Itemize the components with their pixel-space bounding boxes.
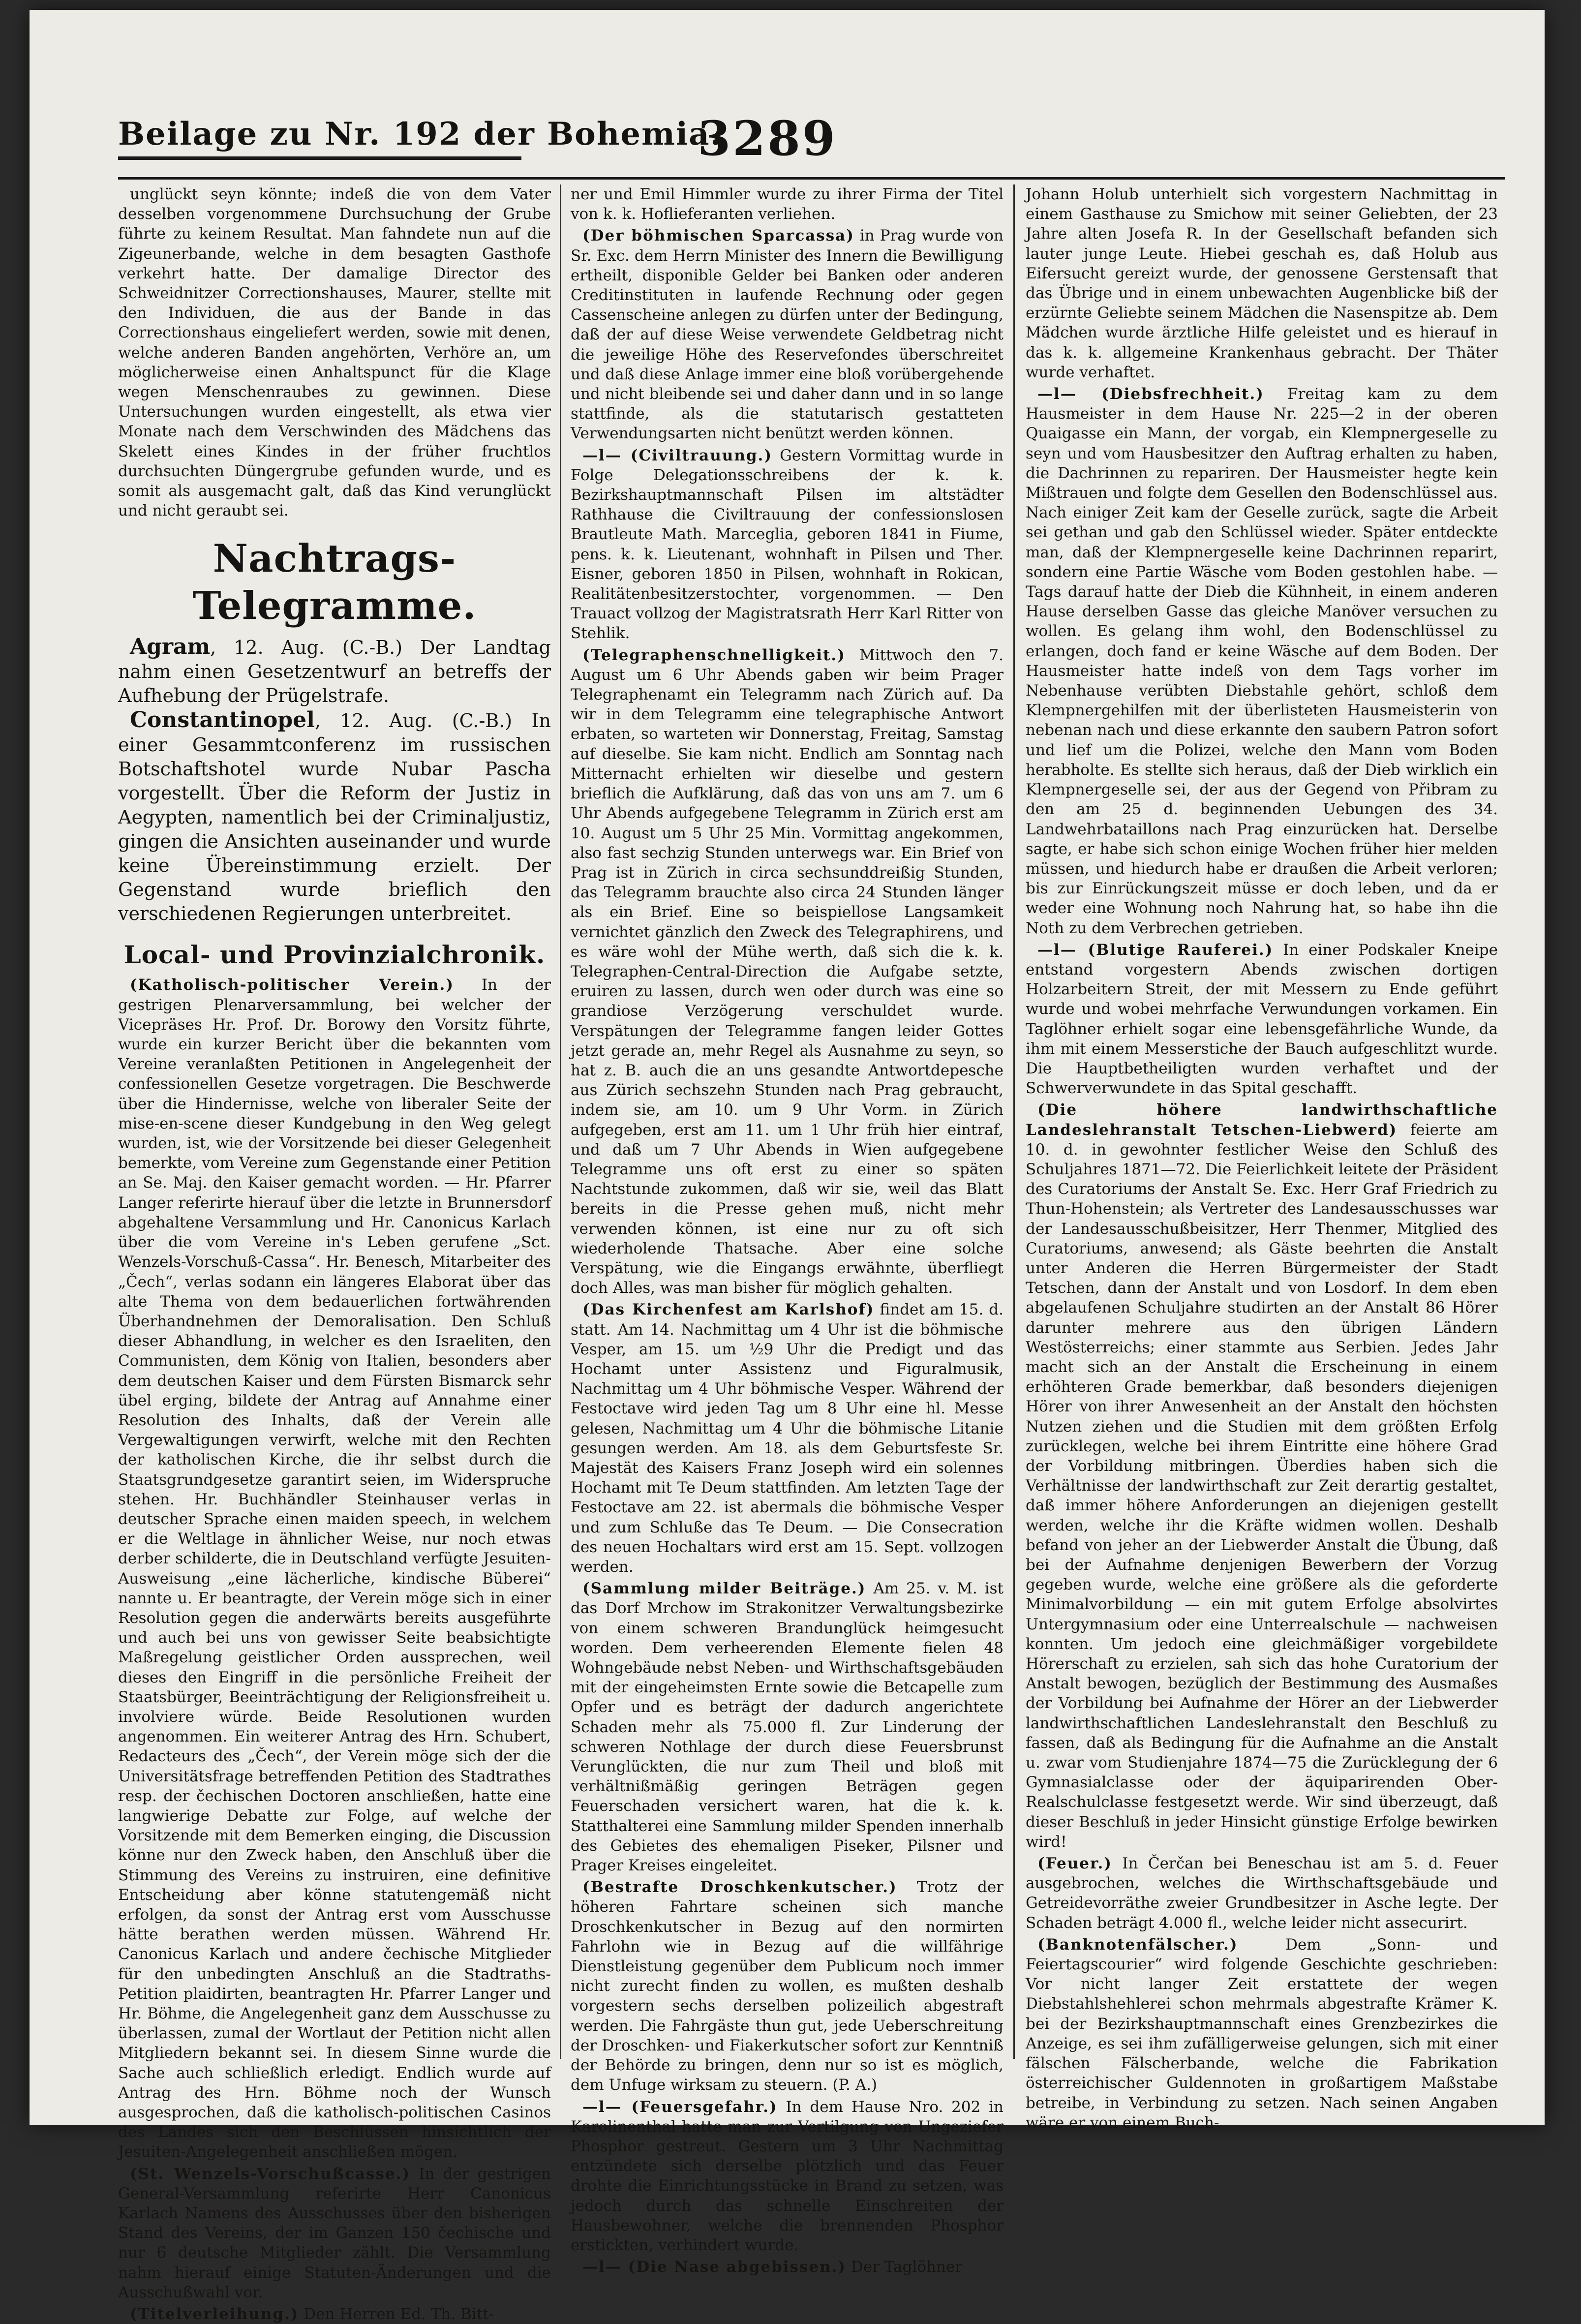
news-item-title: (Das Kirchenfest am Karlshof) <box>582 1301 875 1319</box>
section-heading-telegrams: Nachtrags-Telegramme. <box>192 536 477 629</box>
news-item-title: (Bestrafte Droschkenkutscher.) <box>582 1878 897 1896</box>
news-item <box>118 2164 551 2302</box>
article-text: ner und Emil Himmler wurde zu ihrer Firma der Titel von k. k. Hoflieferanten verliehen. <box>571 185 1003 223</box>
column-divider <box>1013 184 1015 2059</box>
news-item-text: Mittwoch den 7. August um 6 Uhr Abends gaben wir beim Prager Telegraphenamt ein Telegramm nach Zürich auf. Da wir in dem Telegramm eine telegraphische Antwort erbaten, so warteten wir Donnerstag, Freitag, Samstag auf dieselbe. Sie kam nicht. Endlich am Sonntag nach Mitternacht erhielten wir dieselbe und gestern brieflich die Aufklärung, daß das von uns am 7. um 6 Uhr Abends aufgegebene Telegramm in Zürich erst am 10. August um 5 Uhr 25 Min. Vormittag angekommen, also fast sechzig Stunden unterwegs war. Ein Brief von Prag ist in Zürich in circa sechsunddreißig Stunden, das Telegramm brauchte also circa 24 Stunden länger als ein Brief. Eine so beispiellose Langsamkeit vernichtet gänzlich den Zweck des Telegraphirens, und es wäre wohl der Mühe werth, daß sich die k. k. Telegraphen-Central-Direction die Aufgabe setzte, eruiren zu lassen, durch wen oder durch was eine so grandiose Verzögerung verschuldet wurde. Verspätungen der Telegramme fangen leider Gottes jetzt gerade an, mehr Regel als Ausnahme zu seyn, so hat z. B. auch die an uns gesandte Antwortdepesche aus Zürich sechszehn Stunden nach Prag gebraucht, indem sie, am 10. um 9 Uhr Vorm. in Zürich aufgegeben, erst am 11. um 1 Uhr früh hier eintraf, und daß um 7 Uhr Abends in Wien aufgegebene Telegramme uns oft erst zu einer so späten Nachtstunde zukommen, daß wir sie, weil das Blatt bereits in die Presse gehen muß, nicht mehr verwenden können, ist eine nur zu oft sich wiederholende Thatsache. Aber eine solche Verspätung, wie die Eingangs erwähnte, überfliegt doch Alles, was man bisher für möglich gehalten. <box>571 646 1003 1297</box>
news-item-text: In der gestrigen Plenarversammlung, bei welcher der Vicepräses Hr. Prof. Dr. Borowy den Vorsitz führte, wurde ein kurzer Bericht über die bekannten vom Vereine veranlaßten Petitionen in Angelegenheit der confessionellen Gesetze vorgetragen. Die Beschwerde über die Hindernisse, welche von liberaler Seite der mise-en-scene dieser Kundgebung in den Weg gelegt wurden, ist, wie der Vorsitzende bei dieser Gelegenheit bemerkte, vom Vereine zum Gegenstande einer Petition an Se. Maj. den Kaiser gemacht worden. — Hr. Pfarrer Langer referirte hierauf über die letzte in Brunnersdorf abgehaltene Versammlung und Hr. Canonicus Karlach über die vom Vereine in's Leben gerufene „Sct. Wenzels-Vorschuß-Cassa“. Hr. Benesch, Mitarbeiter des „Čech“, verlas sodann ein längeres Elaborat über das alte Thema von dem bedauerlichen fortwährenden Überhandnehmen der Demoralisation. Den Schluß dieser Abhandlung, in welcher es den Israeliten, den Communisten, dem König von Italien, besonders aber dem deutschen Kaiser und dem Fürsten Bismarck sehr übel erging, bildete der Antrag auf Annahme einer Resolution des Inhalts, daß der Verein alle Vergewaltigungen verwirft, welche mit den Rechten der katholischen Kirche, die ihr selbst durch die Staatsgrundgesetze garantirt seien, im Widerspruche stehen. Hr. Buchhändler Steinhauser verlas in deutscher Sprache einen maiden speech, in welchem er die Weltlage in ähnlicher Weise, nur noch etwas derber schilderte, die in Deutschland verfügte Jesuiten-Ausweisung „eine lächerliche, kindische Büberei“ nannte u. Er beantragte, der Verein möge sich in einer Resolution gegen die anderwärts bereits ausgeführte und auch bei uns von gewisser Seite beabsichtigte Maßregelung geistlicher Orden aussprechen, weil dieses den Eingriff in die persönliche Freiheit der Staatsbürger, Beeinträchtigung der Religionsfreiheit u. involviere würde. Beide Resolutionen wurden angenommen. Ein weiterer Antrag des Hrn. Schubert, Redacteurs des „Čech“, der Verein möge sich der die Universitätsfrage betreffenden Petition des Stadtrathes resp. der čechischen Doctoren anschließen, hatte eine langwierige Debatte zur Folge, auf welche der Vorsitzende mit dem Bemerken einging, die Discussion könne nur den Zweck haben, den Anschluß über die Stimmung des Vereins zu instruiren, eine definitive Entscheidung aber könne statutengemäß nicht erfolgen, da sonst der Antrag erst vom Ausschusse hätte berathen werden müssen. Während Hr. Canonicus Karlach und andere čechische Mitglieder für den unbedingten Anschluß an die Stadtraths-Petition plaidirten, beantragten Hr. Pfarrer Langer und Hr. Böhme, die Angelegenheit ganz dem Ausschusse zu überlassen, zumal der Wortlaut der Petition nicht allen Mitgliedern bekannt sei. In diesem Sinne wurde die Sache auch schließlich erledigt. Endlich wurde auf Antrag des Hrn. Böhme noch der Wunsch ausgesprochen, daß die katholisch-politischen Casinos des Landes sich den Beschlüssen hinsichtlich der Jesuiten-Angelegenheit anschließen mögen. <box>118 976 551 2161</box>
news-item-text: Der Taglöhner <box>846 2258 963 2276</box>
news-item-text: in Prag wurde von Sr. Exc. dem Herrn Minister des Innern die Bewilligung ertheilt, disponible Gelder bei Banken oder anderen Creditinstituten in laufende Rechnung oder gegen Cassenscheine anlegen zu dürfen unter der Bedingung, daß der auf diese Weise verwendete Geldbetrag nicht die jeweilige Höhe des Reservefondes überschreitet und daß diese Anlage immer eine bloß vorübergehende und nicht bleibende sei und daher dann und in so lange stattfinde, als die statutarisch gestatteten Verwendungsarten nicht benützt werden können. <box>571 227 1003 443</box>
news-item-title: (Feuer.) <box>1037 1855 1112 1873</box>
news-item <box>571 1300 1003 1577</box>
news-item-title: (Banknotenfälscher.) <box>1037 1935 1238 1954</box>
news-item <box>571 2097 1003 2256</box>
news-item-title: —l— (Blutige Rauferei.) <box>1037 941 1274 959</box>
newspaper-page <box>30 10 1545 2324</box>
news-item <box>118 2304 551 2324</box>
page-number: 3289 <box>698 111 837 166</box>
news-item <box>571 226 1003 443</box>
header-rule <box>118 177 1505 180</box>
news-item-text: Freitag kam zu dem Hausmeister in dem Hause Nr. 225—2 in der oberen Quaigasse ein Mann, der vorgab, ein Klempnergeselle zu seyn und vom Hausbesitzer den Auftrag erhalten zu haben, die Dachrinnen zu repariren. Der Hausmeister hegte kein Mißtrauen und folgte dem Gesellen den Bodenschlüssel aus. Nach einiger Zeit kam der Geselle zurück, sagte die Arbeit sei gethan und gab den Schlüssel wieder. Später entdeckte man, daß der Klempnergeselle keine Dachrinnen reparirt, sondern eine Partie Wäsche vom Boden gestohlen habe. — Tags darauf hatte der Dieb die Kühnheit, in einem anderen Hause derselben Gasse das gleiche Manöver versuchen zu wollen. Es gelang ihm wohl, den Bodenschlüssel zu erlangen, doch fand er keine Wäsche auf dem Boden. Der Hausmeister hatte indeß von dem Tags vorher im Nebenhause verübten Diebstahle gehört, schloß dem Klempnergehilfen mit der überlisteten Hausmeisterin von nebenan nach und diese erkannte den saubern Patron sofort und lief um die Polizei, welche den Mann vom Boden herabholte. Es stellte sich heraus, daß der Dieb wirklich ein Klempnergeselle sei, der aus der Gegend von Přibram zu den am 25 d. beginnenden Uebungen des 34. Landwehrbataillons nach Prag einzurücken hat. Derselbe sagte, er habe sich schon einige Wochen früher hier melden müssen, und hiedurch habe er draußen die Arbeit verloren; bis zur Einrückungszeit müsse er doch leben, und da er weder eine Wohnung noch Nahrung hat, so habe ihn die Noth zu dem Verbrechen getrieben. <box>1026 385 1498 937</box>
news-item-title: —l— (Diebsfrechheit.) <box>1037 385 1264 403</box>
news-item <box>1026 940 1498 1099</box>
news-item <box>1026 1935 1498 2133</box>
supplement-title: Beilage zu Nr. 192 der Bohemia. <box>118 116 521 160</box>
column-divider <box>560 184 561 2059</box>
news-item-text: Dem „Sonn- und Feiertagscourier“ wird folgende Geschichte geschrieben: Vor nicht langer Zeit erstattete der wegen Diebstahlshehlerei schon mehrmals abgestrafte Krämer K. bei der Bezirkshauptmannschaft eines Grenzbezirkes die Anzeige, es sei ihm zufälligerweise gelungen, sich mit einer fälschen Fälscherbande, welche die Fabrikation österreichischer Guldennoten in großartigem Maßstabe betreibe, in Verbindung zu setzen. Nach seinen Angaben wäre er von einem Buch- <box>1026 1935 1498 2132</box>
news-item-text: In einer Podskaler Kneipe entstand vorgestern Abends zwischen dortigen Holzarbeitern Streit, der mit Messern zu Ende geführt wurde und wobei mehrfache Verwundungen vorkamen. Ein Taglöhner erhielt sogar eine lebensgefährliche Wunde, da ihm mit einem Messerstiche der Bauch aufgeschlitzt wurde. Die Hauptbetheiligten wurden verhaftet und der Schwerverwundete in das Spital geschafft. <box>1026 941 1498 1098</box>
section-heading-local: Local- und Provinzialchronik. <box>123 940 546 970</box>
article-text: unglückt seyn könnte; indeß die von dem Vater desselben vorgenommene Durchsuchung der Grube führte zu keinem Resultat. Man fahndete nun auf die Zigeunerbande, welche in dem besagten Gasthofe verkehrt hatte. Der damalige Director des Schweidnitzer Correctionshauses, Maurer, stellte mit den Individuen, die aus der Bande in das Correctionshaus eingeliefert werden, sowie mit denen, welche anderen Banden angehörten, Verhöre an, um möglicherweise einen Anhaltspunct für die Klage wegen Menschenraubes zu gewinnen. Diese Untersuchungen wurden eingestellt, als etwa vier Monate nach dem Verschwinden des Mädchens das Skelett eines Kindes in der früher fruchtlos durchsuchten Düngergrube gefunden wurde, und es somit als ausgemacht galt, daß das Kind verunglückt und nicht geraubt sei. <box>118 185 551 520</box>
news-item-title: —l— (Civiltrauung.) <box>582 446 772 464</box>
news-item-title: (Sammlung milder Beiträge.) <box>582 1580 866 1598</box>
news-item-text: Gestern Vormittag wurde in Folge Delegationsschreibens der k. k. Bezirkshauptmannschaft Pilsen im altstädter Rathhause die Civiltrauung der confessionslosen Brautleute Math. Marceglia, geboren 1841 in Fiume, pens. k. k. Lieutenant, wohnhaft in Pilsen und Ther. Eisner, geboren 1850 in Pilsen, wohnhaft in Rokican, Realitätenbesitzerstochter, vorgenommen. — Den Trauact vollzog der Magistratsrath Herr Karl Ritter von Stehlik. <box>571 446 1003 642</box>
telegram-text: , 12. Aug. (C.-B.) In einer Gesammtconferenz im russischen Botschaftshotel wurde Nubar Pascha vorgestellt. Über die Reform der Justiz in Aegypten, namentlich bei der Criminaljustiz, gingen die Ansichten auseinander und wurde keine Übereinstimmung erzielt. Der Gegenstand wurde brieflich den verschiedenen Regierungen unterbreitet. <box>118 710 551 925</box>
news-item-text: Trotz der höheren Fahrtare scheinen sich manche Droschkenkutscher in Bezug auf den normirten Fahrlohn wie in Bezug auf die willfährige Dienstleistung gegenüber dem Publicum noch immer nicht zurecht finden zu wollen, es mußten deshalb vorgestern sechs derselben polizeilich abgestraft werden. Die Fahrgäste thun gut, jede Ueberschreitung der Droschken- und Fiakerkutscher sofort zur Kenntniß der Behörde zu bringen, denn nur so ist es möglich, dem Unfuge wirksam zu steuern. (P. A.) <box>571 1878 1004 2094</box>
news-item-title: —l— (Feuersgefahr.) <box>582 2098 778 2116</box>
telegram-item <box>118 708 551 926</box>
news-item-text: Am 25. v. M. ist das Dorf Mrchow im Strakonitzer Verwaltungsbezirke von einem schweren Brandunglück heimgesucht worden. Dem verheerenden Elemente fielen 48 Wohngebäude nebst Neben- und Wirthschaftsgebäuden mit der eingeheimsten Ernte sowie die Betcapelle zum Opfer und es beträgt der dadurch angerichtete Schaden mehr als 75.000 fl. Zur Linderung der schweren Nothlage der durch diese Feuersbrunst Verunglückten, die nur zum Theil und bloß mit verhältnißmäßig geringen Beträgen gegen Feuerschaden versichert waren, hat die k. k. Statthalterei eine Sammlung milder Spenden innerhalb des Gebietes des ehemaligen Piseker, Pilsner und Prager Kreises eingeleitet. <box>571 1580 1003 1875</box>
column-3 <box>1026 184 1498 2132</box>
news-item-text: feierte am 10. d. in gewohnter festlicher Weise den Schluß des Schuljahres 1871—72. Die Feierlichkeit leitete der Präsident des Curatoriums der Anstalt Se. Exc. Herr Graf Friedrich zu Thun-Hohenstein; als Vertreter des Landesausschusses war der Landesausschußbeisitzer, Herr Thenmer, Mitglied des Curatoriums, anwesend; als Gäste beehrten die Anstalt unter Anderen die Herren Bürgermeister der Stadt Tetschen, dann der Anstalt und von Losdorf. In dem eben abgelaufenen Schuljahre studirten an der Anstalt 86 Hörer darunter mehrere aus den übrigen Ländern Westösterreichs; einer stammte aus Serbien. Jedes Jahr macht sich an der Anstalt die Erscheinung in einem erhöhteren Grade bemerkbar, daß besonders diejenigen Hörer von ihrer Anwesenheit an der Anstalt den höchsten Nutzen ziehen und die Studien mit dem größten Erfolg zurücklegen, welche bei ihrem Eintritte eine höhere Grad der Vorbildung mitbringen. Überdies haben sich die Verhältnisse der landwirthschaft zur Zeit derartig gestaltet, daß immer höhere Anforderungen an diejenigen gestellt werden, welche ihr die Kräfte widmen wollen. Deshalb befand von jeher an der Liebwerder Anstalt die Übung, daß bei der Aufnahme denjenigen Bewerbern der Vorzug gegeben wurde, welche eine größere als die geforderte Minimalvorbildung — ein mit gutem Erfolge absolvirtes Untergymnasium oder eine Unterrealschule — nachweisen konnten. Um jedoch eine gleichmäßiger vorgebildete Hörerschaft zu erzielen, sah sich das hohe Curatorium der Anstalt bewogen, bezüglich der Bestimmung des Ausmaßes der Vorbildung bei Aufnahme der Hörer an der Liebwerder landwirthschaftlichen Landeslehranstalt den Beschluß zu fassen, daß als Bedingung für die Aufnahme an die Anstalt u. zwar vom Studienjahre 1874—75 die Zurücklegung der 6 Gymnasialclasse oder der äquiparirenden Ober-Realschulclasse festgesetzt werde. Wir sind überzeugt, daß dieser Beschluß in jeder Hinsicht günstige Erfolge bewirken wird! <box>1026 1121 1498 1851</box>
news-item-title: (Der böhmischen Sparcassa) <box>582 227 854 245</box>
column-1 <box>118 184 551 2324</box>
news-item <box>1026 1100 1498 1852</box>
telegram-place: Agram <box>130 634 211 660</box>
news-item-title: (Titelverleihung.) <box>130 2305 299 2324</box>
news-item <box>1026 1854 1498 1933</box>
telegram-place: Constantinopel <box>130 707 315 733</box>
news-item-title: (Telegraphenschnelligkeit.) <box>582 646 846 664</box>
news-item-text: findet am 15. d. statt. Am 14. Nachmittag um 4 Uhr ist die böhmische Vesper, am 15. um ½9 Uhr die Predigt und das Hochamt unter Assistenz und Figuralmusik, Nachmittag um 4 Uhr böhmische Vesper. Während der Festoctave wird jeden Tag um 8 Uhr eine hl. Messe gelesen, Nachmittag um 4 Uhr die böhmische Litanie gesungen werden. Am 18. als dem Geburtsfeste Sr. Majestät des Kaisers Franz Joseph wird ein solennes Hochamt mit Te Deum stattfinden. Am letzten Tage der Festoctave am 22. ist abermals die böhmische Vesper und zum Schluße das Te Deum. — Die Consecration des neuen Hochaltars wird erst am 15. Sept. vollzogen werden. <box>571 1301 1003 1576</box>
news-item-title: (Katholisch-politischer Verein.) <box>130 976 455 994</box>
news-item <box>571 2257 1003 2277</box>
news-item-title: (Die höhere landwirthschaftliche Landeslehranstalt Tetschen-Liebwerd) <box>1026 1101 1498 1139</box>
news-item-text: In der gestrigen General-Versammlung referirte Herr Canonicus Karlach Namens des Ausschusses über den bisherigen Stand des Vereins, der im Ganzen 150 čechische und nur 6 deutsche Mitglieder zählt. Die Versammlung nahm hierauf einige Statuten-Änderungen und die Ausschußwahl vor. <box>118 2165 551 2301</box>
news-item-text: In Čerčan bei Beneschau ist am 5. d. Feuer ausgebrochen, welches die Wirthschaftsgebäude und Getreidevorräthe zweier Grundbesitzer in Asche legte. Der Schaden beträgt 4.000 fl., welche leider nicht assecurirt. <box>1026 1855 1498 1932</box>
telegram-item <box>118 635 551 708</box>
telegram-text: , 12. Aug. (C.-B.) Der Landtag nahm einen Gesetzentwurf an betreffs der Aufhebung der Prügelstrafe. <box>118 637 551 707</box>
news-item-text: In dem Hause Nro. 202 in Karolinenthal hatte man zur Vertilgung von Ungeziefer Phosphor gestreut. Gestern um 3 Uhr Nachmittag entzündete sich derselbe plötzlich und das Feuer drohte die Einrichtungsstücke in Brand zu setzen, was jedoch durch das schnelle Einschreiten der Hausbewohner, welche die brennenden Phosphor erstickten, verhindert wurde. <box>571 2098 1003 2254</box>
article-text: Johann Holub unterhielt sich vorgestern Nachmittag in einem Gasthause zu Smichow mit seiner Geliebten, der 23 Jahre alten Josefa R. In der Gesellschaft befanden sich lauter junge Leute. Hiebei geschah es, daß Holub aus Eifersucht gereizt wurde, der genossene Gerstensaft that das Übrige und in einem unbewachten Augenblicke biß der erzürnte Geliebte seinem Mädchen die Nasenspitze ab. Dem Mädchen wurde ärztliche Hilfe geleistet und es hierauf in das k. k. allgemeine Krankenhaus gebracht. Der Thäter wurde verhaftet. <box>1026 185 1498 381</box>
news-item-title: —l— (Die Nase abgebissen.) <box>582 2258 847 2276</box>
news-item <box>571 1877 1003 2095</box>
news-item <box>118 975 551 2162</box>
news-item <box>571 645 1003 1298</box>
news-item-text: Den Herren Ed. Th. Bitt- <box>299 2305 494 2324</box>
news-item <box>571 1579 1003 1875</box>
news-item-title: (St. Wenzels-Vorschußcasse.) <box>130 2165 411 2183</box>
column-2 <box>571 184 1004 2276</box>
news-item <box>1026 384 1498 938</box>
news-item <box>571 446 1003 643</box>
